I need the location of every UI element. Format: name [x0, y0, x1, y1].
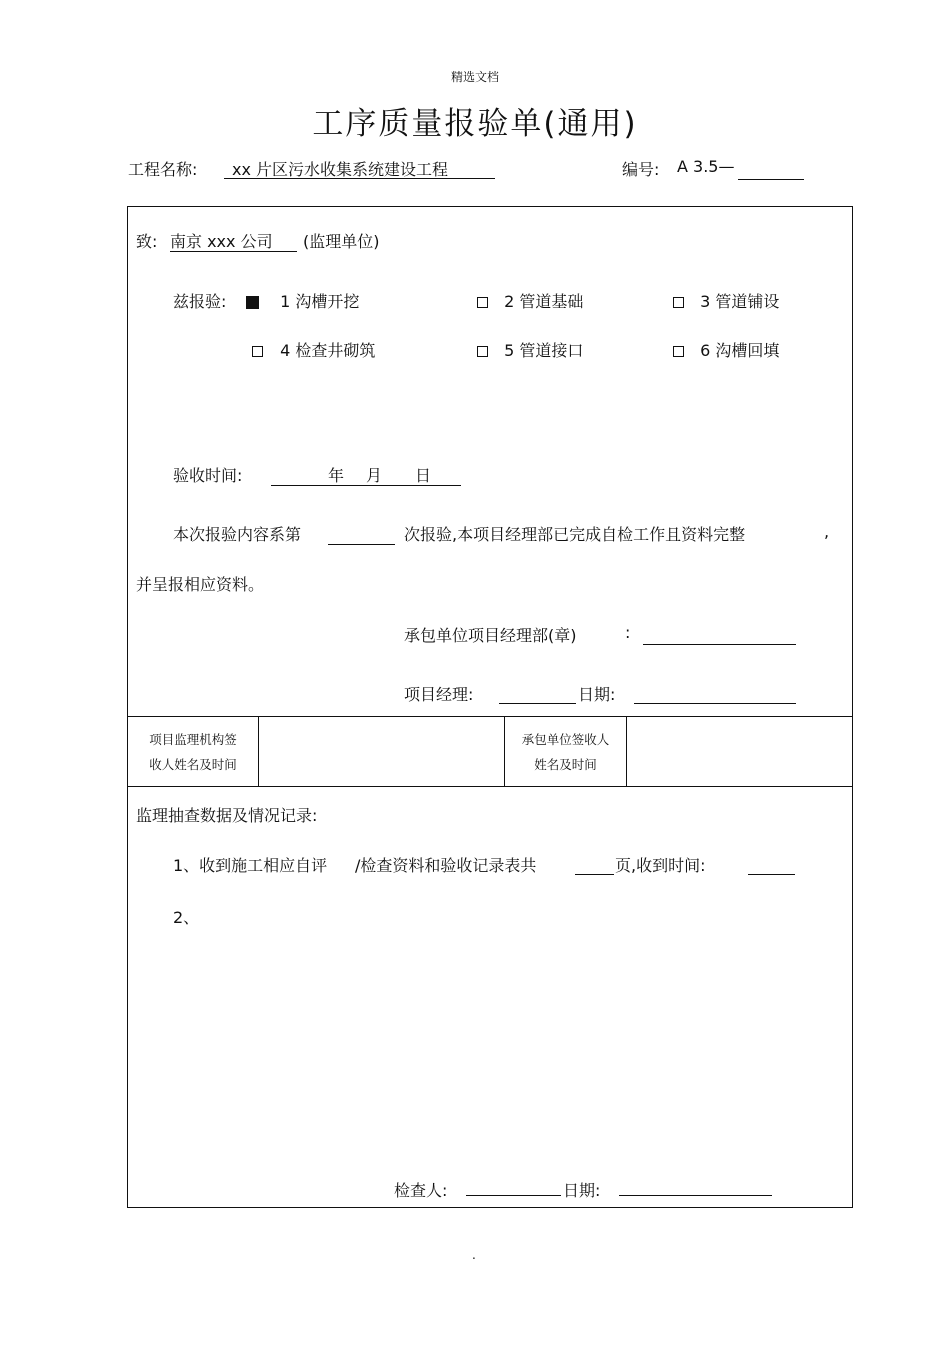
record-item1-a: 1、收到施工相应自评 — [173, 856, 328, 875]
inspection-item-5-label: 5 管道接口 — [504, 341, 584, 360]
record-time-blank[interactable] — [748, 853, 795, 875]
record-item1-b: /检查资料和验收记录表共 — [355, 856, 537, 875]
acceptance-year: 年 — [328, 466, 345, 485]
inspection-item-2-label: 2 管道基础 — [504, 292, 584, 311]
checker-date-label: 日期: — [563, 1181, 601, 1200]
inspection-item-5[interactable] — [477, 338, 583, 361]
footer-mark: . — [472, 1248, 476, 1262]
contractor-seal-label: 承包单位项目经理部(章) — [404, 626, 577, 645]
inspection-item-1[interactable] — [246, 289, 359, 312]
supervisor-sign-field[interactable] — [259, 717, 504, 786]
inspection-item-2[interactable] — [477, 289, 583, 312]
contractor-seal-blank[interactable] — [643, 623, 796, 645]
project-name-label: 工程名称: — [128, 160, 198, 179]
record-item2: 2、 — [173, 908, 200, 927]
acceptance-day: 日 — [415, 466, 432, 485]
addressee-suffix: (监理单位) — [303, 232, 380, 251]
checkbox-empty-icon[interactable] — [673, 297, 684, 308]
checker-blank[interactable] — [466, 1178, 561, 1196]
supervisor-sign-line2: 收人姓名及时间 — [149, 757, 237, 772]
statement-line2: 并呈报相应资料。 — [136, 575, 265, 594]
statement-part1: 本次报验内容系第 — [173, 525, 302, 544]
checkbox-checked-icon[interactable] — [246, 296, 259, 309]
checkbox-empty-icon[interactable] — [673, 346, 684, 357]
inspection-item-6[interactable] — [673, 338, 779, 361]
inspection-item-1-label: 1 沟槽开挖 — [280, 292, 360, 311]
inspection-item-4-label: 4 检查井砌筑 — [280, 341, 376, 360]
statement-comma: , — [824, 522, 830, 541]
addressee-company: 南京 xxx 公司 — [170, 229, 297, 252]
form-title: 工序质量报验单(通用) — [312, 106, 638, 142]
number-blank — [738, 157, 804, 180]
record-pages-blank[interactable] — [575, 853, 614, 875]
manager-date-label: 日期: — [578, 685, 616, 704]
project-name-value: xx 片区污水收集系统建设工程 — [224, 157, 495, 179]
divider — [127, 786, 853, 787]
contractor-sign-line1: 承包单位签收人 — [521, 732, 610, 747]
manager-blank[interactable] — [499, 682, 576, 704]
record-item1-c: 页,收到时间: — [615, 856, 706, 875]
contractor-seal-colon: : — [625, 623, 631, 642]
supervisor-sign-label — [128, 727, 258, 777]
number-value: A 3.5— — [677, 157, 735, 176]
contractor-sign-line2: 姓名及时间 — [534, 757, 597, 772]
header-note: 精选文档 — [450, 70, 499, 84]
checkbox-empty-icon[interactable] — [477, 297, 488, 308]
inspection-item-3[interactable] — [673, 289, 779, 312]
number-label: 编号: — [622, 160, 660, 179]
acceptance-time-label: 验收时间: — [173, 466, 243, 485]
acceptance-month: 月 — [366, 466, 383, 485]
checker-date-blank[interactable] — [619, 1178, 772, 1196]
statement-part2: 次报验,本项目经理部已完成自检工作且资料完整 — [404, 525, 746, 544]
inspection-item-3-label: 3 管道铺设 — [700, 292, 780, 311]
statement-count-blank[interactable] — [328, 522, 395, 545]
inspection-item-4[interactable] — [252, 338, 375, 361]
contractor-sign-label — [505, 727, 626, 777]
record-title: 监理抽查数据及情况记录: — [136, 806, 318, 825]
manager-date-blank[interactable] — [634, 682, 796, 704]
inspection-item-6-label: 6 沟槽回填 — [700, 341, 780, 360]
addressee-prefix: 致: — [136, 232, 158, 251]
supervisor-sign-line1: 项目监理机构签 — [149, 732, 237, 747]
checker-label: 检查人: — [394, 1181, 448, 1200]
checkbox-empty-icon[interactable] — [477, 346, 488, 357]
inspection-label: 兹报验: — [173, 292, 227, 311]
manager-label: 项目经理: — [404, 685, 474, 704]
checkbox-empty-icon[interactable] — [252, 346, 263, 357]
contractor-sign-field[interactable] — [627, 717, 852, 786]
